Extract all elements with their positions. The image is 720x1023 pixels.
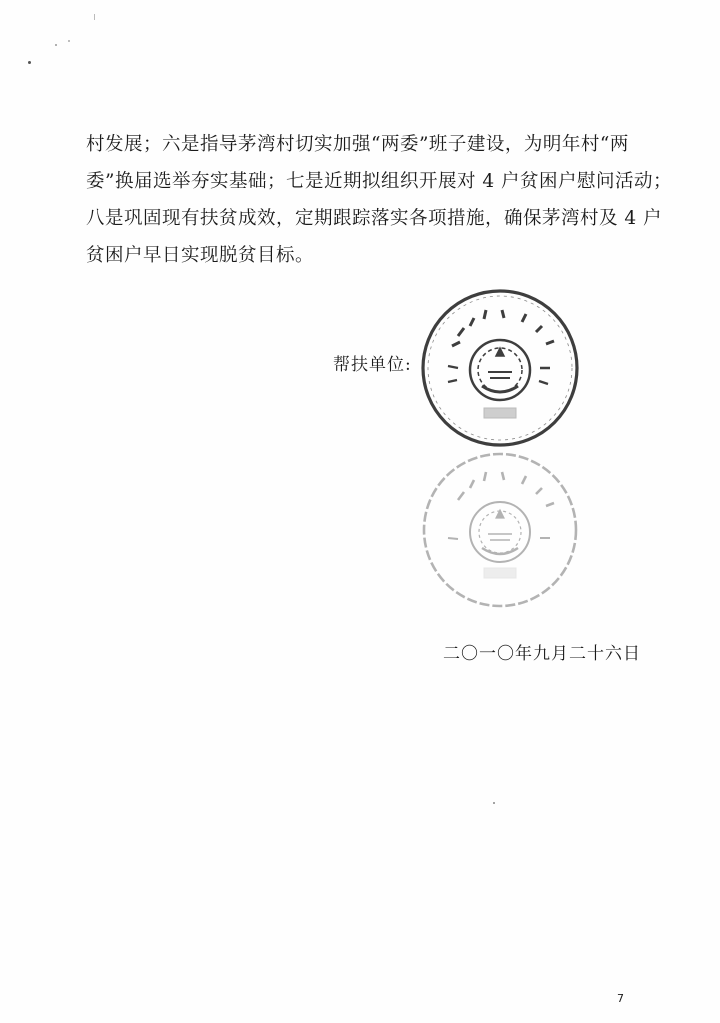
scan-speck xyxy=(55,44,57,46)
document-date: 二〇一〇年九月二十六日 xyxy=(443,644,641,664)
scan-speck xyxy=(28,61,31,64)
page-number: 7 xyxy=(617,992,624,1005)
paragraph-line: 村发展；六是指导茅湾村切实加强“两委”班子建设，为明年村“两 xyxy=(86,134,629,155)
body-paragraph xyxy=(86,126,672,274)
official-seal-upper xyxy=(418,286,582,454)
paragraph-line: 八是巩固现有扶贫成效，定期跟踪落实各项措施，确保茅湾村及 4 户 xyxy=(86,208,663,229)
scan-speck xyxy=(68,40,70,42)
assisting-unit-label: 帮扶单位: xyxy=(333,355,412,375)
scan-speck xyxy=(493,802,495,804)
paragraph-line: 委”换届选举夯实基础；七是近期拟组织开展对 4 户贫困户慰问活动； xyxy=(86,171,672,192)
paragraph-line: 贫困户早日实现脱贫目标。 xyxy=(86,245,315,266)
seal-emblem-icon xyxy=(418,448,582,612)
official-seal-lower xyxy=(418,448,582,616)
scan-speck xyxy=(94,14,95,20)
seal-emblem-icon xyxy=(418,286,582,450)
